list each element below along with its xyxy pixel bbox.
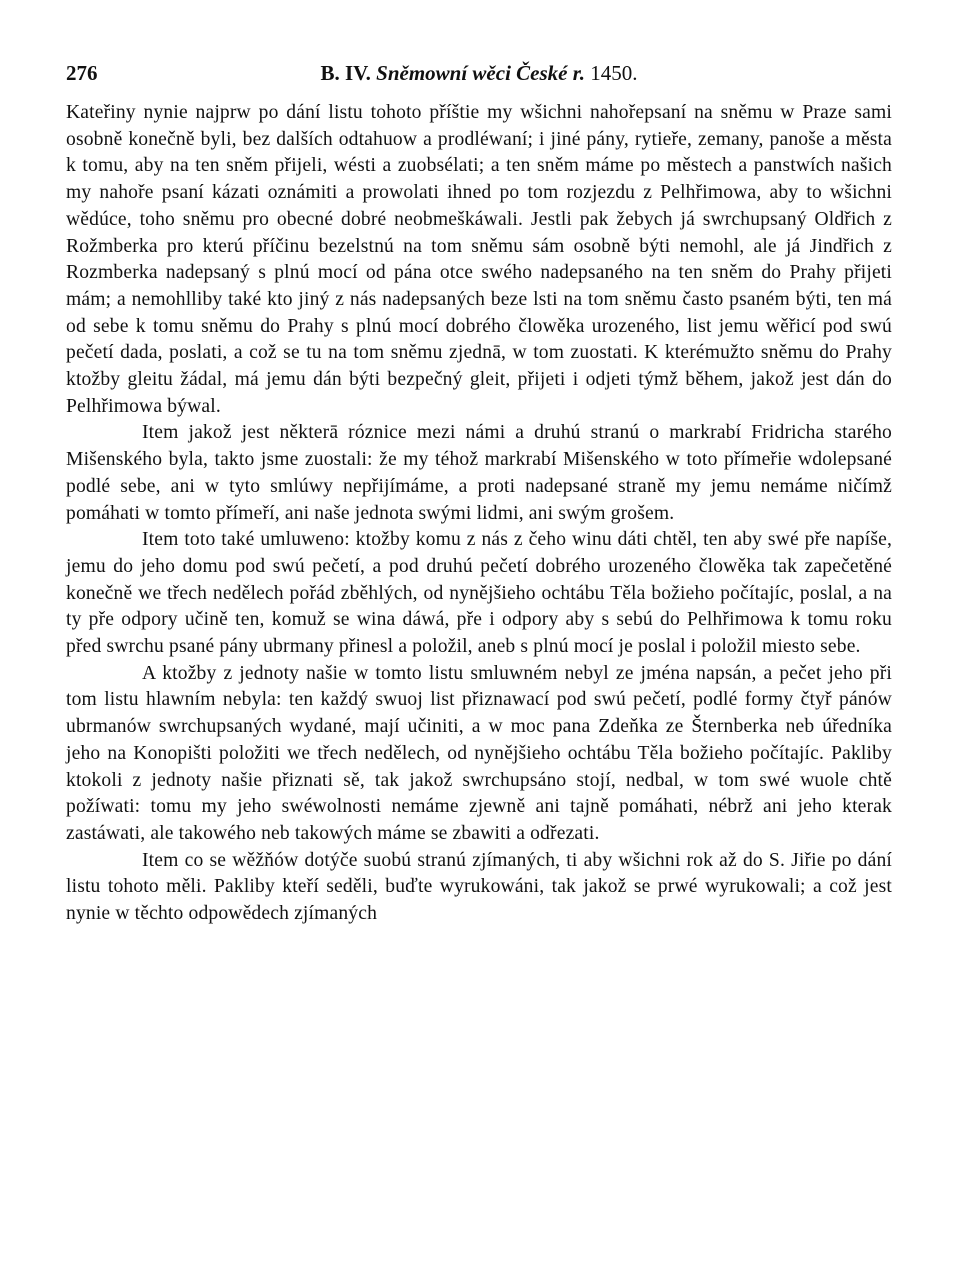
paragraph: A ktožby z jednoty našie w tomto listu smluwném nebyl ze jména napsán, a pečet jeho při tom listu hlawním nebyla: ten každý swuoj list přiznawací pod swú pečetí, podlé formy čtyř pánów ubrmanów swrchupsaných wydané, mají učiniti, a w moc pana Zdeňka ze Šternberka neb úředníka jeho na Konopišti položiti we třech nedělech, od nynějšieho ochtábu Těla božieho počítajíc. Pakliby ktokoli z jednoty našie přiznati sě, tak jakož swrchupsáno stojí, nedbal, w tom swé wuole chtě požíwati: tomu my jeho swéwolnosti nemáme zjewně ani tajně pomáhati, nébrž ani jeho kterak zastáwati, ale takowého neb takowých máme se zbawiti a odřezati. xyxy=(66,662,892,844)
book-label: B. IV. xyxy=(320,61,371,85)
page-number: 276 xyxy=(66,61,98,85)
running-title: Sněmowní wěci České r. xyxy=(376,61,585,85)
page-header xyxy=(66,58,892,88)
running-head xyxy=(66,58,892,88)
paragraph: Item toto také umluweno: ktožby komu z nás z čeho winu dáti chtěl, ten aby swé pře napíše, jemu do jeho domu pod swú pečetí, a pod druhú pečetí dobrého urozeného člowěka tak zapečetěné konečně we třech nedělech pořád zběhlých, od nynějšieho ochtábu Těla božieho počítajíc, poslal, a na ty pře odpory učině ten, komuž se wina dáwá, pře i odpory aby s sebú do Pelhřimowa k tomu roku před swrchu psané pány ubrmany přinesl a položil, aneb s plnú mocí je poslal i položil miesto sebe. xyxy=(66,529,892,658)
paragraph: Item jakož jest některā róznice mezi námi a druhú stranú o markrabí Fridricha starého Mišenského byla, takto jsme zuostali: že my téhož markrabí Mišenského w toto přímeřie wdolepsané podlé sebe, ani w tyto smlúwy nepřijímáme, a proti nadepsané straně my jemu nemáme ničímž pomáhati w tomto přímeří, ani naše jednota swými lidmi, ani swým grošem. xyxy=(66,422,892,524)
running-year: 1450. xyxy=(590,61,638,85)
page xyxy=(66,58,892,1258)
paragraph: Item co se wěžňów dotýče suobú stranú zjímaných, ti aby wšichni rok až do S. Jiřie po dání listu tohoto měli. Pakliby kteří seděli, buďte wyrukowáni, tak jakož se prwé wyrukowali; a což jest nynie w těchto odpowědech zjímaných xyxy=(66,849,892,925)
paragraph: Kateřiny nynie najprw po dání listu tohoto příštie my wšichni nahořepsaní na sněmu w Praze sami osobně konečně byli, bez dalších odtahuow a prodléwaní; i jiné pány, rytieře, zemany, panoše a města k tomu, aby na ten sněm přijeli, wésti a zuobsélati; a ten sněm máme po městech a panstwích našich my nahoře psaní kázati oznámiti a prowolati ihned po tom rozjezdu z Pelhřimowa, aby to wšichni wědúce, toho sněmu pro obecné dobré neobmeškáwali. Jestli pak žebych já swrchupsaný Oldřich z Rožmberka pro kterú příčinu bezelstnú na tom sněmu sám osobně býti nemohl, ale já Jindřich z Rozmberka nadepsaný s plnú mocí od pána otce swého nadepsaného na ten sněm do Prahy přijeti mám; a nemohlliby také kto jiný z nás nadepsaných beze lsti na tom sněmu často psaném býti, ten má od sebe k tomu sněmu do Prahy s plnú mocí dobrého člowěka urozeného, list jemu wěřicí pod swú pečetí dada, poslati, a což se tu na tom sněmu zjednā, w tom zuostati. K kterémužto sněmu do Prahy ktožby gleitu žádal, má jemu dán býti bezpečný gleit, přijeti i odjeti týmž během, jakož jest dán do Pelhřimowa býwal. xyxy=(66,102,892,417)
body-text xyxy=(66,100,892,928)
